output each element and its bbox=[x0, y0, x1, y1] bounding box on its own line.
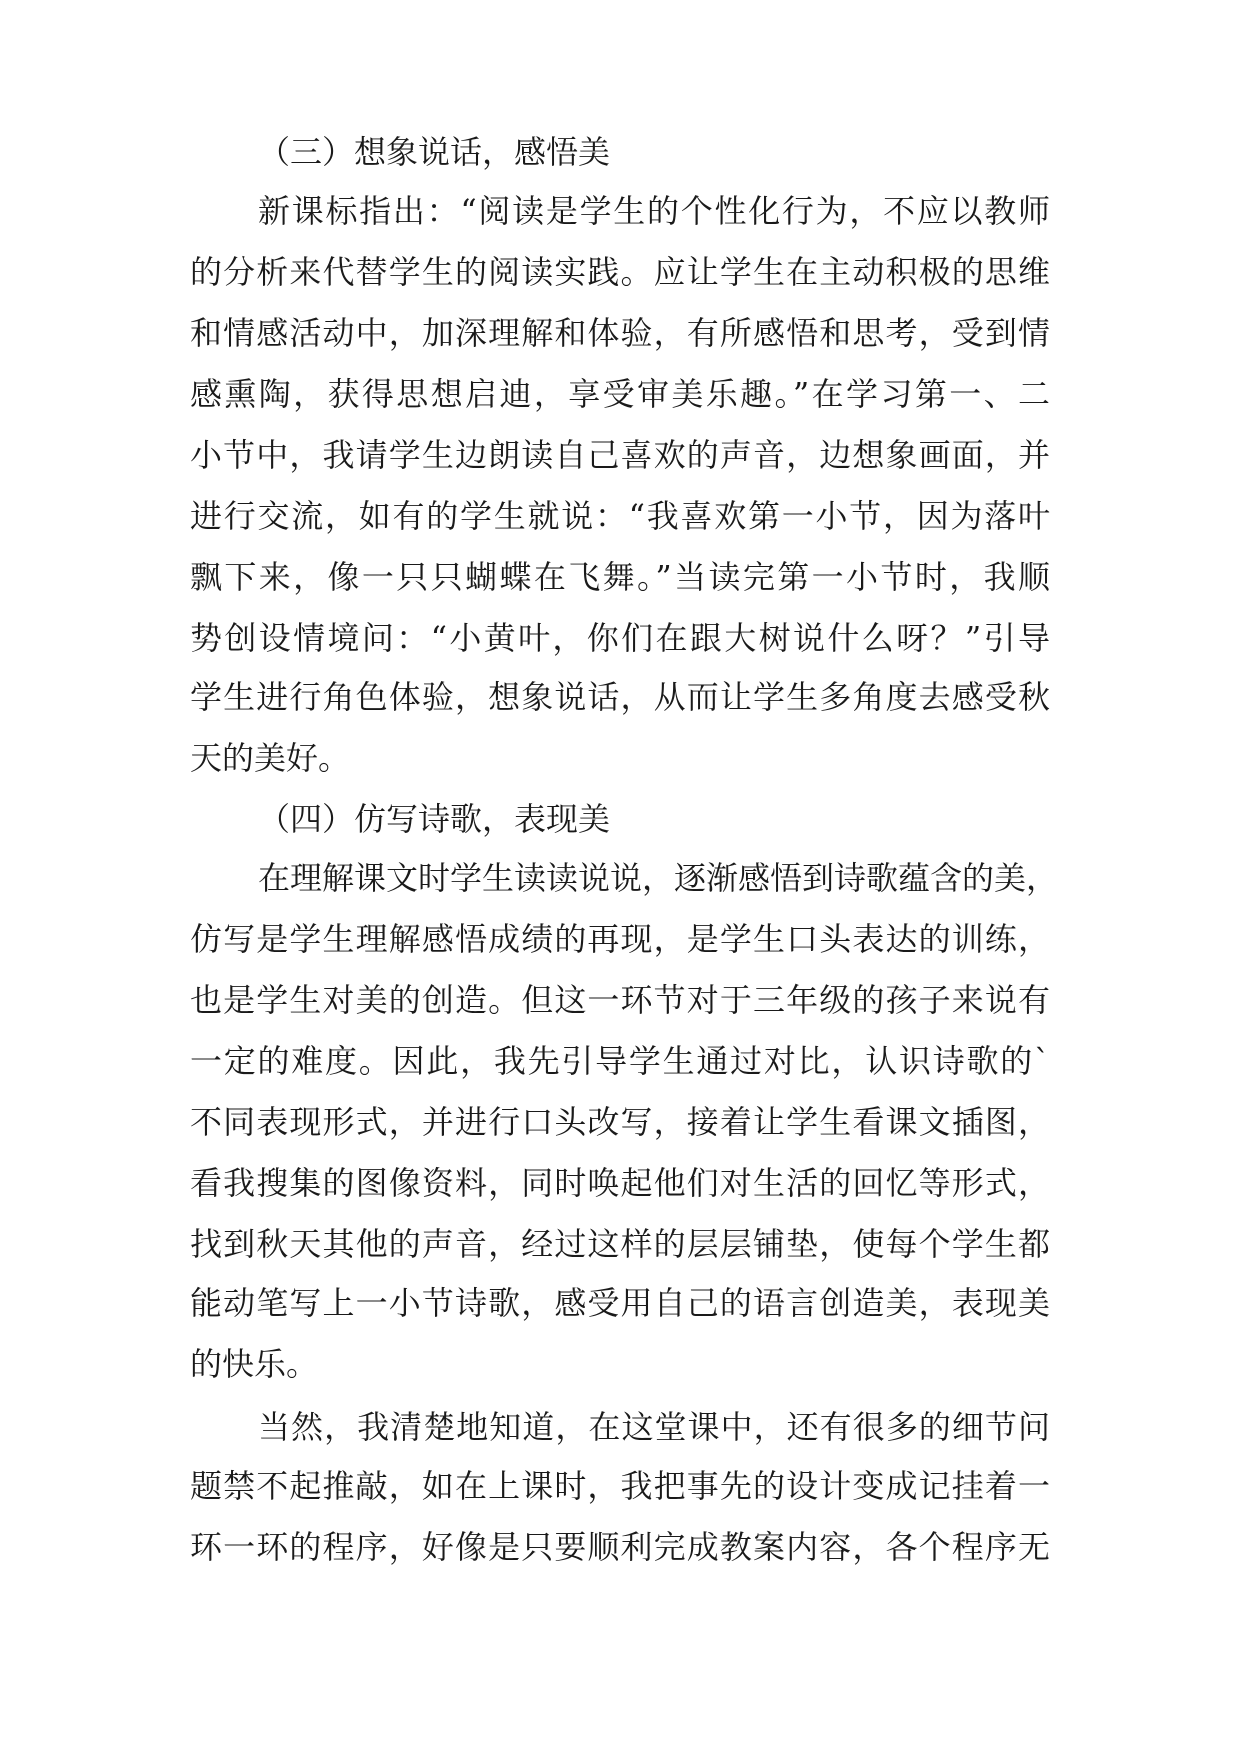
paragraph-line: 当然，我清楚地知道，在这堂课中，还有很多的细节问 bbox=[258, 1408, 1050, 1446]
paragraph-line: 在理解课文时学生读读说说，逐渐感悟到诗歌蕴含的美， bbox=[258, 859, 1059, 897]
paragraph-line: 能动笔写上一小节诗歌，感受用自己的语言创造美，表现美 bbox=[190, 1284, 1050, 1322]
paragraph-line: 找到秋天其他的声音，经过这样的层层铺垫，使每个学生都 bbox=[190, 1225, 1050, 1263]
paragraph-line: 的分析来代替学生的阅读实践。应让学生在主动积极的思维 bbox=[190, 253, 1050, 291]
paragraph-line: 感熏陶，获得思想启迪，享受审美乐趣。”在学习第一、二 bbox=[190, 375, 1050, 413]
paragraph-line: 也是学生对美的创造。但这一环节对于三年级的孩子来说有 bbox=[190, 981, 1050, 1019]
paragraph-line: 题禁不起推敲，如在上课时，我把事先的设计变成记挂着一 bbox=[190, 1467, 1050, 1505]
paragraph-line: 新课标指出：“阅读是学生的个性化行为，不应以教师 bbox=[258, 192, 1050, 230]
paragraph-line: 环一环的程序，好像是只要顺利完成教案内容，各个程序无 bbox=[190, 1528, 1050, 1566]
paragraph-line: 学生进行角色体验，想象说话，从而让学生多角度去感受秋 bbox=[190, 678, 1050, 716]
paragraph-line: 不同表现形式，并进行口头改写，接着让学生看课文插图， bbox=[190, 1103, 1050, 1141]
paragraph-line: 和情感活动中，加深理解和体验，有所感悟和思考，受到情 bbox=[190, 314, 1050, 352]
paragraph-line: 一定的难度。因此，我先引导学生通过对比，认识诗歌的` bbox=[190, 1042, 1050, 1080]
section-heading: （四）仿写诗歌，表现美 bbox=[258, 800, 611, 838]
paragraph-line: 看我搜集的图像资料，同时唤起他们对生活的回忆等形式， bbox=[190, 1164, 1050, 1202]
paragraph-line: 小节中，我请学生边朗读自己喜欢的声音，边想象画面，并 bbox=[190, 436, 1050, 474]
paragraph-line: 势创设情境问：“小黄叶，你们在跟大树说什么呀？”引导 bbox=[190, 619, 1050, 657]
section-heading: （三）想象说话，感悟美 bbox=[258, 133, 611, 171]
paragraph-line: 飘下来，像一只只蝴蝶在飞舞。”当读完第一小节时，我顺 bbox=[190, 558, 1050, 596]
paragraph-line: 的快乐。 bbox=[190, 1345, 319, 1383]
paragraph-line: 进行交流，如有的学生就说：“我喜欢第一小节，因为落叶 bbox=[190, 497, 1050, 535]
paragraph-line: 仿写是学生理解感悟成绩的再现，是学生口头表达的训练， bbox=[190, 920, 1050, 958]
paragraph-line: 天的美好。 bbox=[190, 739, 351, 777]
